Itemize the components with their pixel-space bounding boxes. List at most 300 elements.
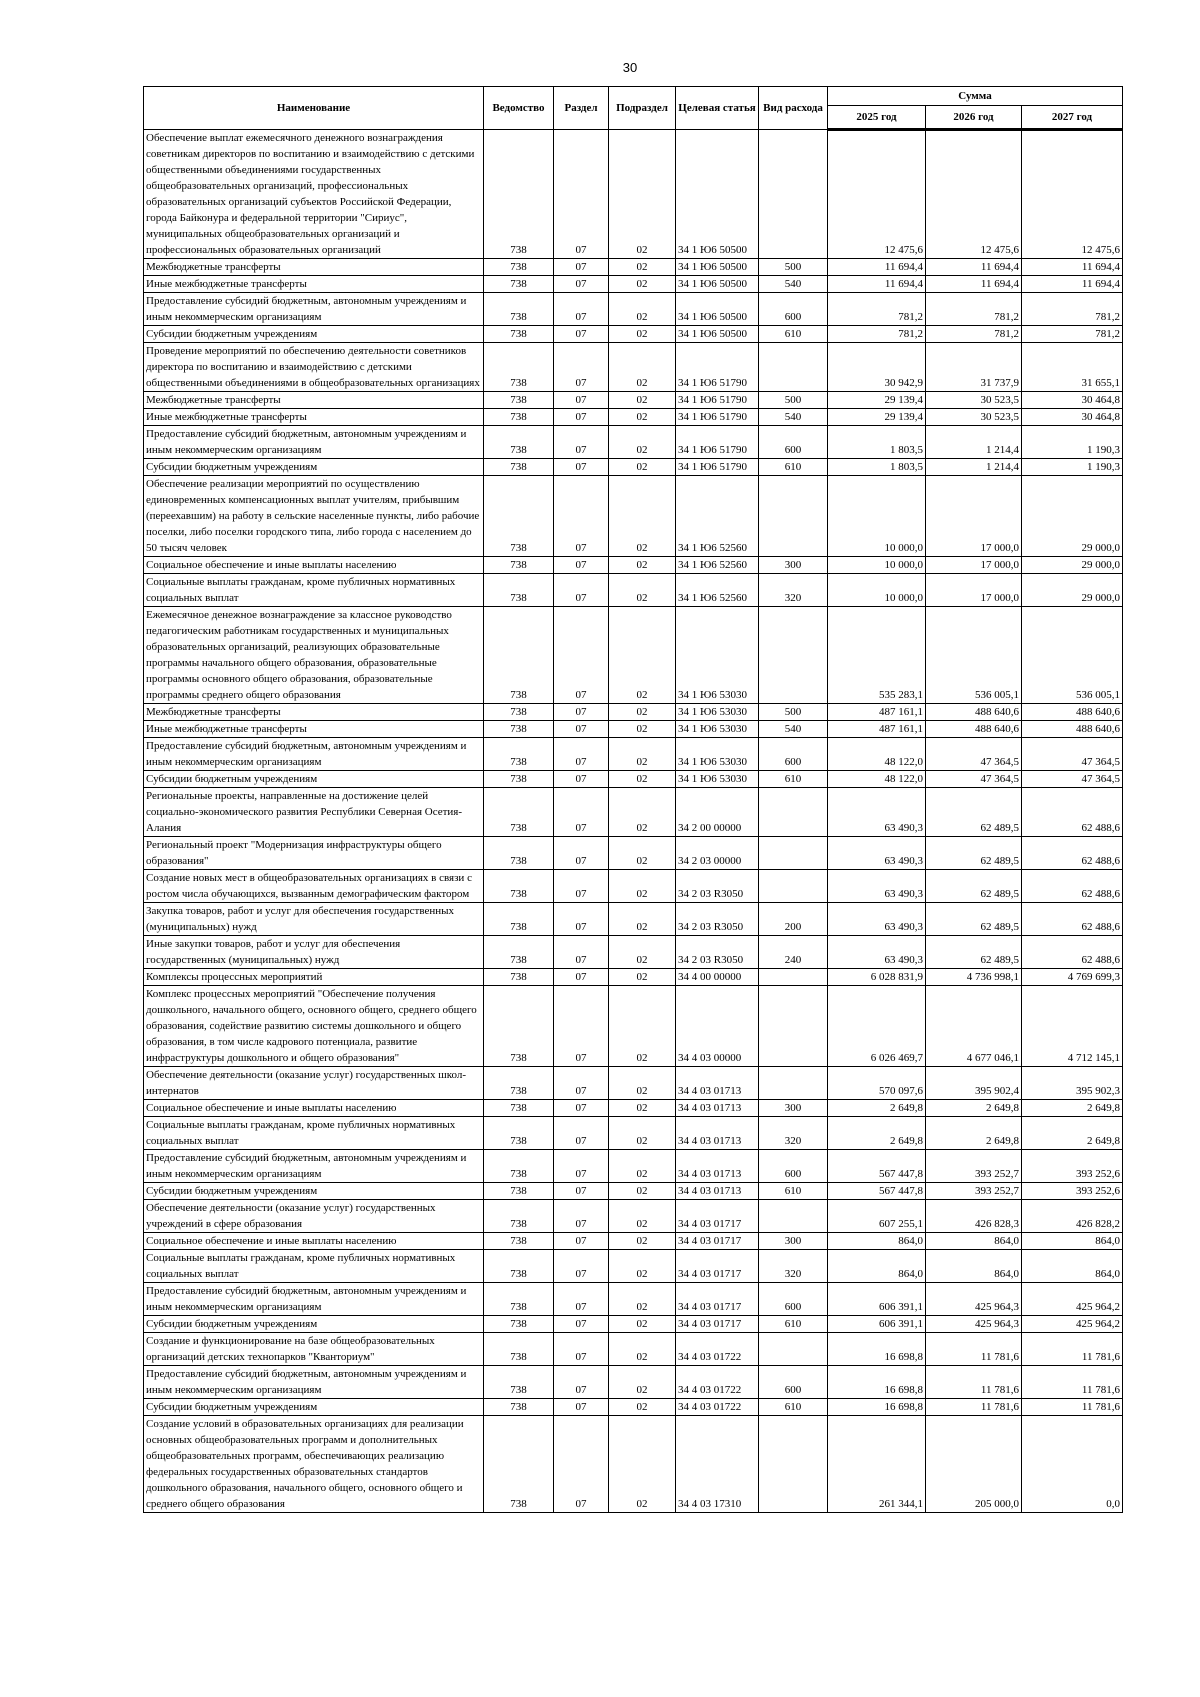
cell-ministry: 738	[484, 738, 554, 771]
cell-target: 34 1 Ю6 50500	[676, 130, 759, 259]
header-2027: 2027 год	[1022, 106, 1123, 130]
cell-name: Социальное обеспечение и иные выплаты населению	[144, 1100, 484, 1117]
cell-expense-type	[759, 1416, 828, 1513]
cell-expense-type: 300	[759, 1100, 828, 1117]
cell-name: Предоставление субсидий бюджетным, автономным учреждениям и иным некоммерческим организациям	[144, 293, 484, 326]
cell-section: 07	[554, 409, 609, 426]
cell-subsection: 02	[609, 1283, 676, 1316]
cell-2027: 395 902,3	[1022, 1067, 1123, 1100]
cell-expense-type: 500	[759, 259, 828, 276]
cell-section: 07	[554, 771, 609, 788]
cell-target: 34 1 Ю6 52560	[676, 574, 759, 607]
cell-expense-type: 540	[759, 276, 828, 293]
cell-2027: 1 190,3	[1022, 459, 1123, 476]
cell-target: 34 4 03 01717	[676, 1250, 759, 1283]
cell-2026: 205 000,0	[926, 1416, 1022, 1513]
cell-2026: 781,2	[926, 326, 1022, 343]
cell-ministry: 738	[484, 1316, 554, 1333]
cell-2026: 11 781,6	[926, 1366, 1022, 1399]
cell-subsection: 02	[609, 1233, 676, 1250]
cell-subsection: 02	[609, 409, 676, 426]
cell-expense-type: 600	[759, 426, 828, 459]
cell-ministry: 738	[484, 721, 554, 738]
table-row	[144, 1366, 1123, 1399]
cell-subsection: 02	[609, 788, 676, 837]
cell-ministry: 738	[484, 1283, 554, 1316]
cell-section: 07	[554, 704, 609, 721]
cell-subsection: 02	[609, 936, 676, 969]
cell-section: 07	[554, 1067, 609, 1100]
cell-2027: 1 190,3	[1022, 426, 1123, 459]
cell-subsection: 02	[609, 293, 676, 326]
cell-2027: 62 488,6	[1022, 837, 1123, 870]
cell-name: Предоставление субсидий бюджетным, автономным учреждениям и иным некоммерческим организациям	[144, 1283, 484, 1316]
cell-subsection: 02	[609, 459, 676, 476]
cell-2025: 12 475,6	[828, 130, 926, 259]
cell-ministry: 738	[484, 409, 554, 426]
table-row	[144, 426, 1123, 459]
cell-2027: 62 488,6	[1022, 936, 1123, 969]
header-2025: 2025 год	[828, 106, 926, 130]
cell-target: 34 4 03 01713	[676, 1150, 759, 1183]
cell-name: Создание условий в образовательных организациях для реализации основных общеобразовательных программ и дополнительных общеобразовательных программ, обеспечивающих реализацию федеральных государственных образовательных стандартов дошкольного образования, начального общего, основного общего и среднего общего образования	[144, 1416, 484, 1513]
cell-2027: 393 252,6	[1022, 1150, 1123, 1183]
cell-ministry: 738	[484, 903, 554, 936]
cell-ministry: 738	[484, 704, 554, 721]
table-row	[144, 1399, 1123, 1416]
cell-2025: 16 698,8	[828, 1399, 926, 1416]
cell-section: 07	[554, 903, 609, 936]
cell-2026: 47 364,5	[926, 738, 1022, 771]
cell-ministry: 738	[484, 1067, 554, 1100]
cell-section: 07	[554, 392, 609, 409]
table-row	[144, 1200, 1123, 1233]
cell-name: Предоставление субсидий бюджетным, автономным учреждениям и иным некоммерческим организациям	[144, 426, 484, 459]
cell-expense-type: 600	[759, 1283, 828, 1316]
cell-2025: 570 097,6	[828, 1067, 926, 1100]
cell-2027: 425 964,2	[1022, 1316, 1123, 1333]
cell-target: 34 1 Ю6 50500	[676, 326, 759, 343]
cell-name: Предоставление субсидий бюджетным, автономным учреждениям и иным некоммерческим организациям	[144, 1150, 484, 1183]
header-name: Наименование	[144, 87, 484, 130]
cell-section: 07	[554, 1200, 609, 1233]
cell-name: Субсидии бюджетным учреждениям	[144, 1399, 484, 1416]
cell-target: 34 4 03 01713	[676, 1117, 759, 1150]
cell-section: 07	[554, 1316, 609, 1333]
cell-target: 34 4 03 17310	[676, 1416, 759, 1513]
cell-ministry: 738	[484, 1200, 554, 1233]
cell-target: 34 1 Ю6 51790	[676, 409, 759, 426]
header-subsection: Подраздел	[609, 87, 676, 130]
cell-section: 07	[554, 1233, 609, 1250]
cell-expense-type: 600	[759, 293, 828, 326]
cell-expense-type: 610	[759, 459, 828, 476]
cell-name: Социальные выплаты гражданам, кроме публичных нормативных социальных выплат	[144, 1117, 484, 1150]
cell-ministry: 738	[484, 276, 554, 293]
cell-name: Иные закупки товаров, работ и услуг для обеспечения государственных (муниципальных) нужд	[144, 936, 484, 969]
cell-name: Субсидии бюджетным учреждениям	[144, 326, 484, 343]
cell-2027: 29 000,0	[1022, 574, 1123, 607]
cell-subsection: 02	[609, 326, 676, 343]
cell-expense-type: 320	[759, 1117, 828, 1150]
cell-2025: 781,2	[828, 326, 926, 343]
cell-2026: 781,2	[926, 293, 1022, 326]
cell-subsection: 02	[609, 276, 676, 293]
table-row	[144, 392, 1123, 409]
cell-target: 34 4 03 01717	[676, 1200, 759, 1233]
table-row	[144, 1067, 1123, 1100]
cell-subsection: 02	[609, 1150, 676, 1183]
cell-2027: 29 000,0	[1022, 476, 1123, 557]
cell-ministry: 738	[484, 1366, 554, 1399]
cell-expense-type: 600	[759, 1150, 828, 1183]
cell-2025: 16 698,8	[828, 1366, 926, 1399]
cell-2027: 47 364,5	[1022, 738, 1123, 771]
page-number: 30	[622, 60, 638, 75]
cell-expense-type: 320	[759, 1250, 828, 1283]
header-2026: 2026 год	[926, 106, 1022, 130]
cell-subsection: 02	[609, 343, 676, 392]
table-header	[144, 87, 1123, 130]
cell-expense-type: 600	[759, 738, 828, 771]
cell-section: 07	[554, 1333, 609, 1366]
cell-2026: 393 252,7	[926, 1183, 1022, 1200]
cell-2026: 2 649,8	[926, 1117, 1022, 1150]
cell-2025: 48 122,0	[828, 738, 926, 771]
header-section: Раздел	[554, 87, 609, 130]
cell-name: Предоставление субсидий бюджетным, автономным учреждениям и иным некоммерческим организациям	[144, 1366, 484, 1399]
cell-subsection: 02	[609, 476, 676, 557]
cell-name: Субсидии бюджетным учреждениям	[144, 1316, 484, 1333]
cell-2026: 30 523,5	[926, 392, 1022, 409]
table-row	[144, 771, 1123, 788]
cell-target: 34 2 03 R3050	[676, 936, 759, 969]
cell-section: 07	[554, 326, 609, 343]
cell-section: 07	[554, 426, 609, 459]
cell-ministry: 738	[484, 1250, 554, 1283]
cell-name: Субсидии бюджетным учреждениям	[144, 459, 484, 476]
cell-ministry: 738	[484, 969, 554, 986]
cell-name: Иные межбюджетные трансферты	[144, 276, 484, 293]
cell-section: 07	[554, 607, 609, 704]
table-row	[144, 1117, 1123, 1150]
cell-expense-type: 600	[759, 1366, 828, 1399]
cell-target: 34 1 Ю6 50500	[676, 293, 759, 326]
cell-name: Обеспечение деятельности (оказание услуг) государственных учреждений в сфере образования	[144, 1200, 484, 1233]
header-ministry: Ведомство	[484, 87, 554, 130]
cell-subsection: 02	[609, 1416, 676, 1513]
cell-2026: 62 489,5	[926, 837, 1022, 870]
cell-section: 07	[554, 259, 609, 276]
cell-subsection: 02	[609, 771, 676, 788]
cell-ministry: 738	[484, 837, 554, 870]
cell-2026: 17 000,0	[926, 574, 1022, 607]
cell-2025: 487 161,1	[828, 721, 926, 738]
cell-2026: 17 000,0	[926, 557, 1022, 574]
cell-2025: 6 028 831,9	[828, 969, 926, 986]
cell-expense-type: 610	[759, 1183, 828, 1200]
cell-expense-type: 300	[759, 557, 828, 574]
table-row	[144, 969, 1123, 986]
cell-subsection: 02	[609, 903, 676, 936]
cell-2026: 536 005,1	[926, 607, 1022, 704]
cell-name: Социальное обеспечение и иные выплаты населению	[144, 557, 484, 574]
cell-ministry: 738	[484, 1100, 554, 1117]
cell-2025: 10 000,0	[828, 557, 926, 574]
cell-ministry: 738	[484, 986, 554, 1067]
cell-2025: 63 490,3	[828, 903, 926, 936]
cell-subsection: 02	[609, 130, 676, 259]
cell-name: Межбюджетные трансферты	[144, 392, 484, 409]
table-row	[144, 1333, 1123, 1366]
cell-target: 34 1 Ю6 51790	[676, 426, 759, 459]
table-row	[144, 607, 1123, 704]
cell-ministry: 738	[484, 259, 554, 276]
cell-expense-type	[759, 986, 828, 1067]
cell-name: Проведение мероприятий по обеспечению деятельности советников директора по воспитанию и взаимодействию с детскими общественными объединениями в общеобразовательных организациях	[144, 343, 484, 392]
table-row	[144, 1416, 1123, 1513]
table-row	[144, 276, 1123, 293]
cell-target: 34 2 03 R3050	[676, 870, 759, 903]
cell-name: Комплексы процессных мероприятий	[144, 969, 484, 986]
cell-2026: 393 252,7	[926, 1150, 1022, 1183]
cell-expense-type: 610	[759, 771, 828, 788]
cell-ministry: 738	[484, 426, 554, 459]
cell-section: 07	[554, 276, 609, 293]
cell-name: Субсидии бюджетным учреждениям	[144, 771, 484, 788]
cell-2027: 425 964,2	[1022, 1283, 1123, 1316]
cell-2027: 30 464,8	[1022, 392, 1123, 409]
cell-2025: 2 649,8	[828, 1117, 926, 1150]
cell-section: 07	[554, 1100, 609, 1117]
cell-2026: 17 000,0	[926, 476, 1022, 557]
cell-2025: 606 391,1	[828, 1283, 926, 1316]
cell-2025: 29 139,4	[828, 392, 926, 409]
cell-2025: 63 490,3	[828, 936, 926, 969]
cell-section: 07	[554, 574, 609, 607]
cell-2025: 261 344,1	[828, 1416, 926, 1513]
cell-subsection: 02	[609, 1250, 676, 1283]
cell-expense-type: 500	[759, 392, 828, 409]
cell-2025: 487 161,1	[828, 704, 926, 721]
cell-2027: 62 488,6	[1022, 870, 1123, 903]
cell-name: Создание новых мест в общеобразовательных организациях в связи с ростом числа обучающихся, вызванным демографическим фактором	[144, 870, 484, 903]
cell-2027: 11 694,4	[1022, 276, 1123, 293]
cell-subsection: 02	[609, 969, 676, 986]
cell-subsection: 02	[609, 426, 676, 459]
cell-2027: 536 005,1	[1022, 607, 1123, 704]
cell-expense-type	[759, 1333, 828, 1366]
cell-2025: 567 447,8	[828, 1150, 926, 1183]
cell-2027: 488 640,6	[1022, 721, 1123, 738]
table-row	[144, 459, 1123, 476]
cell-section: 07	[554, 936, 609, 969]
cell-section: 07	[554, 1183, 609, 1200]
cell-name: Субсидии бюджетным учреждениям	[144, 1183, 484, 1200]
table-row	[144, 704, 1123, 721]
cell-target: 34 4 03 01722	[676, 1333, 759, 1366]
cell-subsection: 02	[609, 721, 676, 738]
cell-2026: 864,0	[926, 1233, 1022, 1250]
cell-2027: 11 781,6	[1022, 1333, 1123, 1366]
cell-target: 34 1 Ю6 53030	[676, 704, 759, 721]
cell-subsection: 02	[609, 1316, 676, 1333]
cell-section: 07	[554, 557, 609, 574]
cell-2026: 426 828,3	[926, 1200, 1022, 1233]
cell-target: 34 1 Ю6 52560	[676, 557, 759, 574]
cell-expense-type	[759, 607, 828, 704]
cell-ministry: 738	[484, 326, 554, 343]
cell-2025: 864,0	[828, 1233, 926, 1250]
table-row	[144, 986, 1123, 1067]
cell-2027: 393 252,6	[1022, 1183, 1123, 1200]
table-row	[144, 326, 1123, 343]
table-row	[144, 788, 1123, 837]
cell-ministry: 738	[484, 788, 554, 837]
table-row	[144, 259, 1123, 276]
cell-ministry: 738	[484, 936, 554, 969]
cell-2026: 11 694,4	[926, 259, 1022, 276]
cell-2027: 0,0	[1022, 1416, 1123, 1513]
table-row	[144, 738, 1123, 771]
cell-2026: 12 475,6	[926, 130, 1022, 259]
cell-name: Обеспечение реализации мероприятий по осуществлению единовременных компенсационных выплат учителям, прибывшим (переехавшим) на работу в сельские населенные пункты, либо рабочие поселки, либо поселки городского типа, либо города с населением до 50 тысяч человек	[144, 476, 484, 557]
cell-2025: 10 000,0	[828, 476, 926, 557]
cell-ministry: 738	[484, 1416, 554, 1513]
cell-section: 07	[554, 1150, 609, 1183]
cell-name: Закупка товаров, работ и услуг для обеспечения государственных (муниципальных) нужд	[144, 903, 484, 936]
cell-2025: 11 694,4	[828, 276, 926, 293]
cell-expense-type	[759, 1067, 828, 1100]
cell-2026: 2 649,8	[926, 1100, 1022, 1117]
cell-2027: 426 828,2	[1022, 1200, 1123, 1233]
cell-ministry: 738	[484, 870, 554, 903]
cell-ministry: 738	[484, 1399, 554, 1416]
cell-target: 34 1 Ю6 53030	[676, 721, 759, 738]
cell-2026: 31 737,9	[926, 343, 1022, 392]
cell-expense-type: 610	[759, 1316, 828, 1333]
cell-target: 34 4 03 01717	[676, 1316, 759, 1333]
cell-expense-type	[759, 788, 828, 837]
cell-2025: 16 698,8	[828, 1333, 926, 1366]
cell-subsection: 02	[609, 574, 676, 607]
cell-2027: 47 364,5	[1022, 771, 1123, 788]
table-row	[144, 343, 1123, 392]
cell-2027: 30 464,8	[1022, 409, 1123, 426]
cell-2026: 1 214,4	[926, 459, 1022, 476]
table-body	[144, 130, 1123, 1513]
cell-expense-type: 540	[759, 409, 828, 426]
cell-ministry: 738	[484, 1233, 554, 1250]
cell-2027: 488 640,6	[1022, 704, 1123, 721]
cell-expense-type: 540	[759, 721, 828, 738]
cell-ministry: 738	[484, 607, 554, 704]
cell-subsection: 02	[609, 704, 676, 721]
cell-2025: 1 803,5	[828, 426, 926, 459]
cell-name: Обеспечение выплат ежемесячного денежного вознаграждения советникам директоров по воспитанию и взаимодействию с детскими общественными объединениями государственных общеобразовательных организаций, профессиональных образовательных организаций субъектов Российской Федерации, города Байконура и федеральной территории "Сириус", муниципальных общеобразовательных организаций и профессиональных образовательных организаций	[144, 130, 484, 259]
cell-subsection: 02	[609, 870, 676, 903]
cell-ministry: 738	[484, 574, 554, 607]
cell-subsection: 02	[609, 986, 676, 1067]
cell-2027: 2 649,8	[1022, 1100, 1123, 1117]
cell-subsection: 02	[609, 1399, 676, 1416]
cell-ministry: 738	[484, 343, 554, 392]
cell-expense-type: 200	[759, 903, 828, 936]
cell-2027: 4 712 145,1	[1022, 986, 1123, 1067]
cell-2025: 864,0	[828, 1250, 926, 1283]
cell-2027: 29 000,0	[1022, 557, 1123, 574]
cell-target: 34 4 03 01717	[676, 1233, 759, 1250]
table-row	[144, 1316, 1123, 1333]
cell-name: Межбюджетные трансферты	[144, 259, 484, 276]
cell-expense-type: 240	[759, 936, 828, 969]
cell-expense-type	[759, 837, 828, 870]
table-row	[144, 903, 1123, 936]
cell-target: 34 1 Ю6 53030	[676, 607, 759, 704]
cell-expense-type	[759, 343, 828, 392]
cell-target: 34 1 Ю6 53030	[676, 771, 759, 788]
cell-2027: 11 781,6	[1022, 1399, 1123, 1416]
cell-2026: 62 489,5	[926, 936, 1022, 969]
cell-2026: 4 677 046,1	[926, 986, 1022, 1067]
cell-subsection: 02	[609, 1183, 676, 1200]
cell-expense-type: 610	[759, 1399, 828, 1416]
table-row	[144, 130, 1123, 259]
cell-2026: 11 781,6	[926, 1399, 1022, 1416]
cell-2027: 781,2	[1022, 293, 1123, 326]
cell-target: 34 4 03 01722	[676, 1366, 759, 1399]
table-row	[144, 1183, 1123, 1200]
cell-subsection: 02	[609, 392, 676, 409]
cell-ministry: 738	[484, 1117, 554, 1150]
cell-section: 07	[554, 293, 609, 326]
cell-2026: 425 964,3	[926, 1283, 1022, 1316]
cell-section: 07	[554, 1117, 609, 1150]
table-row	[144, 1250, 1123, 1283]
cell-target: 34 2 03 R3050	[676, 903, 759, 936]
cell-2026: 11 694,4	[926, 276, 1022, 293]
cell-subsection: 02	[609, 1100, 676, 1117]
cell-ministry: 738	[484, 459, 554, 476]
cell-expense-type: 500	[759, 704, 828, 721]
cell-2027: 12 475,6	[1022, 130, 1123, 259]
cell-subsection: 02	[609, 607, 676, 704]
cell-2025: 2 649,8	[828, 1100, 926, 1117]
cell-section: 07	[554, 969, 609, 986]
cell-target: 34 4 03 01713	[676, 1067, 759, 1100]
cell-subsection: 02	[609, 259, 676, 276]
cell-subsection: 02	[609, 1117, 676, 1150]
cell-ministry: 738	[484, 392, 554, 409]
table-row	[144, 1150, 1123, 1183]
cell-2026: 62 489,5	[926, 903, 1022, 936]
cell-section: 07	[554, 459, 609, 476]
table-row	[144, 721, 1123, 738]
table-row	[144, 870, 1123, 903]
cell-name: Региональные проекты, направленные на достижение целей социально-экономического развития Республики Северная Осетия-Алания	[144, 788, 484, 837]
cell-2025: 567 447,8	[828, 1183, 926, 1200]
cell-2027: 781,2	[1022, 326, 1123, 343]
cell-section: 07	[554, 130, 609, 259]
cell-target: 34 4 03 01717	[676, 1283, 759, 1316]
table-row	[144, 837, 1123, 870]
cell-2025: 29 139,4	[828, 409, 926, 426]
table-row	[144, 1233, 1123, 1250]
cell-section: 07	[554, 1416, 609, 1513]
cell-ministry: 738	[484, 1150, 554, 1183]
cell-subsection: 02	[609, 1366, 676, 1399]
cell-target: 34 1 Ю6 51790	[676, 343, 759, 392]
